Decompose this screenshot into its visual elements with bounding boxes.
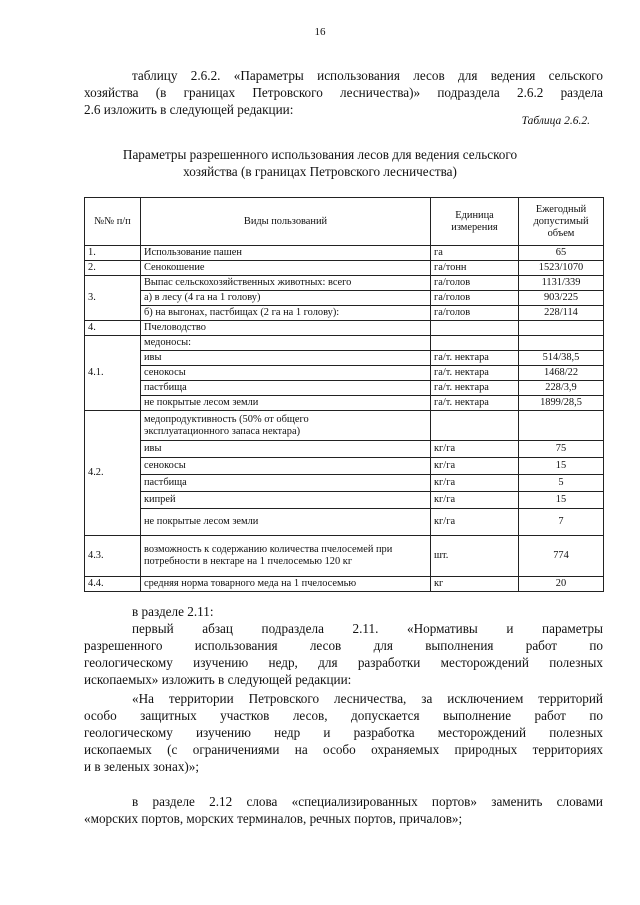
row-num: 4.1. [85, 336, 141, 411]
row-value [519, 411, 604, 441]
parameters-table [84, 197, 604, 592]
row-num: 2. [85, 261, 141, 276]
row-unit: кг/га [431, 458, 519, 475]
row-kind: пастбища [141, 381, 431, 396]
section-211-line-1: первый абзац подраздела 2.11. «Нормативы и параметры [132, 621, 603, 636]
row-num: 1. [85, 246, 141, 261]
row-kind: кипрей [141, 492, 431, 509]
row-kind: Сенокошение [141, 261, 431, 276]
row-kind: возможность к содержанию количества пчелосемей при потребности в нектаре на 1 пчелосемью 120 кг [141, 536, 431, 577]
table-row [85, 321, 604, 336]
row-kind: не покрытые лесом земли [141, 509, 431, 536]
row-value: 5 [519, 475, 604, 492]
row-kind-text: медопродуктивность (50% от общего эксплуатационного запаса нектара) [144, 413, 309, 437]
row-value: 903/225 [519, 291, 604, 306]
row-unit [431, 411, 519, 441]
row-kind: Использование пашен [141, 246, 431, 261]
quote-line-1: «На территории Петровского лесничества, за исключением территорий [132, 691, 603, 706]
row-value: 774 [519, 536, 604, 577]
quote-line-3: геологическому изучению недр и разработка месторождений полезных [84, 725, 603, 740]
row-kind [141, 411, 431, 441]
header-unit: Единица измерения [431, 198, 519, 246]
row-value: 514/38,5 [519, 351, 604, 366]
table-title [0, 146, 640, 180]
row-unit: кг/га [431, 509, 519, 536]
row-num: 4.3. [85, 536, 141, 577]
section-212-line-2: «морских портов, морских терминалов, речных портов, причалов»; [84, 811, 463, 826]
row-value: 1899/28,5 [519, 396, 604, 411]
table-row [85, 246, 604, 261]
row-unit: га [431, 246, 519, 261]
row-num: 4.4. [85, 577, 141, 592]
table-title-line-1: Параметры разрешенного использования лесов для ведения сельского [122, 147, 518, 162]
section-211-line-2: разрешенного использования лесов для выполнения работ по [84, 638, 603, 653]
row-unit [431, 336, 519, 351]
table-row [85, 492, 604, 509]
quote-line-2: особо защитных участков лесов, допускается выполнение работ по [84, 708, 603, 723]
table-row [85, 261, 604, 276]
table-row [85, 475, 604, 492]
row-num: 3. [85, 276, 141, 321]
row-unit: кг/га [431, 475, 519, 492]
row-unit [431, 321, 519, 336]
row-unit: га/голов [431, 291, 519, 306]
table-row [85, 441, 604, 458]
section-211-line-4: ископаемых» изложить в следующей редакции: [84, 672, 352, 687]
table-row [85, 411, 604, 441]
table-row [85, 381, 604, 396]
row-kind: не покрытые лесом земли [141, 396, 431, 411]
table-row [85, 276, 604, 291]
row-unit: га/т. нектара [431, 396, 519, 411]
section-212-line-1: в разделе 2.12 слова «специализированных портов» заменить словами [132, 794, 603, 809]
row-value: 20 [519, 577, 604, 592]
row-kind: средняя норма товарного меда на 1 пчелосемью [141, 577, 431, 592]
page-number: 16 [314, 26, 326, 38]
row-value [519, 321, 604, 336]
row-kind: пастбища [141, 475, 431, 492]
table-row [85, 366, 604, 381]
table-row [85, 351, 604, 366]
row-value: 1131/339 [519, 276, 604, 291]
table-row [85, 577, 604, 592]
header-volume: Ежегодный допустимый объем [519, 198, 604, 246]
table-row [85, 396, 604, 411]
intro-line-1: таблицу 2.6.2. «Параметры использования лесов для ведения сельского [132, 68, 603, 83]
table-row [85, 458, 604, 475]
row-value [519, 336, 604, 351]
row-unit: кг [431, 577, 519, 592]
table-title-line-2: хозяйства (в границах Петровского лесничества) [183, 164, 457, 179]
table-row [85, 306, 604, 321]
table-label: Таблица 2.6.2. [521, 115, 590, 127]
row-unit: га/тонн [431, 261, 519, 276]
row-unit: га/голов [431, 306, 519, 321]
table-row [85, 291, 604, 306]
row-value: 7 [519, 509, 604, 536]
row-unit: кг/га [431, 441, 519, 458]
header-num: №№ п/п [85, 198, 141, 246]
section-211-line-3: геологическому изучению недр, для разработки месторождений полезных [84, 655, 603, 670]
row-kind: ивы [141, 351, 431, 366]
table-row [85, 536, 604, 577]
row-num: 4.2. [85, 411, 141, 536]
row-kind: сенокосы [141, 366, 431, 381]
row-value: 65 [519, 246, 604, 261]
table-row [85, 509, 604, 536]
row-kind: сенокосы [141, 458, 431, 475]
row-kind: б) на выгонах, пастбищах (2 га на 1 голову): [141, 306, 431, 321]
row-kind: медоносы: [141, 336, 431, 351]
row-kind: ивы [141, 441, 431, 458]
section-211-heading: в разделе 2.11: [132, 604, 214, 619]
row-unit: га/т. нектара [431, 381, 519, 396]
row-unit: кг/га [431, 492, 519, 509]
row-value: 1523/1070 [519, 261, 604, 276]
row-value: 228/3,9 [519, 381, 604, 396]
intro-line-3: 2.6 изложить в следующей редакции: [84, 102, 294, 117]
header-kind: Виды пользований [141, 198, 431, 246]
row-num: 4. [85, 321, 141, 336]
row-value: 228/114 [519, 306, 604, 321]
row-unit: га/голов [431, 276, 519, 291]
row-value: 15 [519, 458, 604, 475]
quote-line-4: ископаемых (с ограничениями на особо охраняемых природных территориях [84, 742, 603, 757]
table-row [85, 336, 604, 351]
row-kind: а) в лесу (4 га на 1 голову) [141, 291, 431, 306]
row-value: 1468/22 [519, 366, 604, 381]
row-unit: га/т. нектара [431, 351, 519, 366]
row-value: 75 [519, 441, 604, 458]
row-unit: га/т. нектара [431, 366, 519, 381]
quote-line-5: и в зеленых зонах)»; [84, 759, 200, 774]
intro-line-2: хозяйства (в границах Петровского лесничества)» подраздела 2.6.2 раздела [84, 85, 603, 100]
row-value: 15 [519, 492, 604, 509]
table-header-row [85, 198, 604, 246]
row-unit: шт. [431, 536, 519, 577]
row-kind: Пчеловодство [141, 321, 431, 336]
row-kind: Выпас сельскохозяйственных животных: всего [141, 276, 431, 291]
